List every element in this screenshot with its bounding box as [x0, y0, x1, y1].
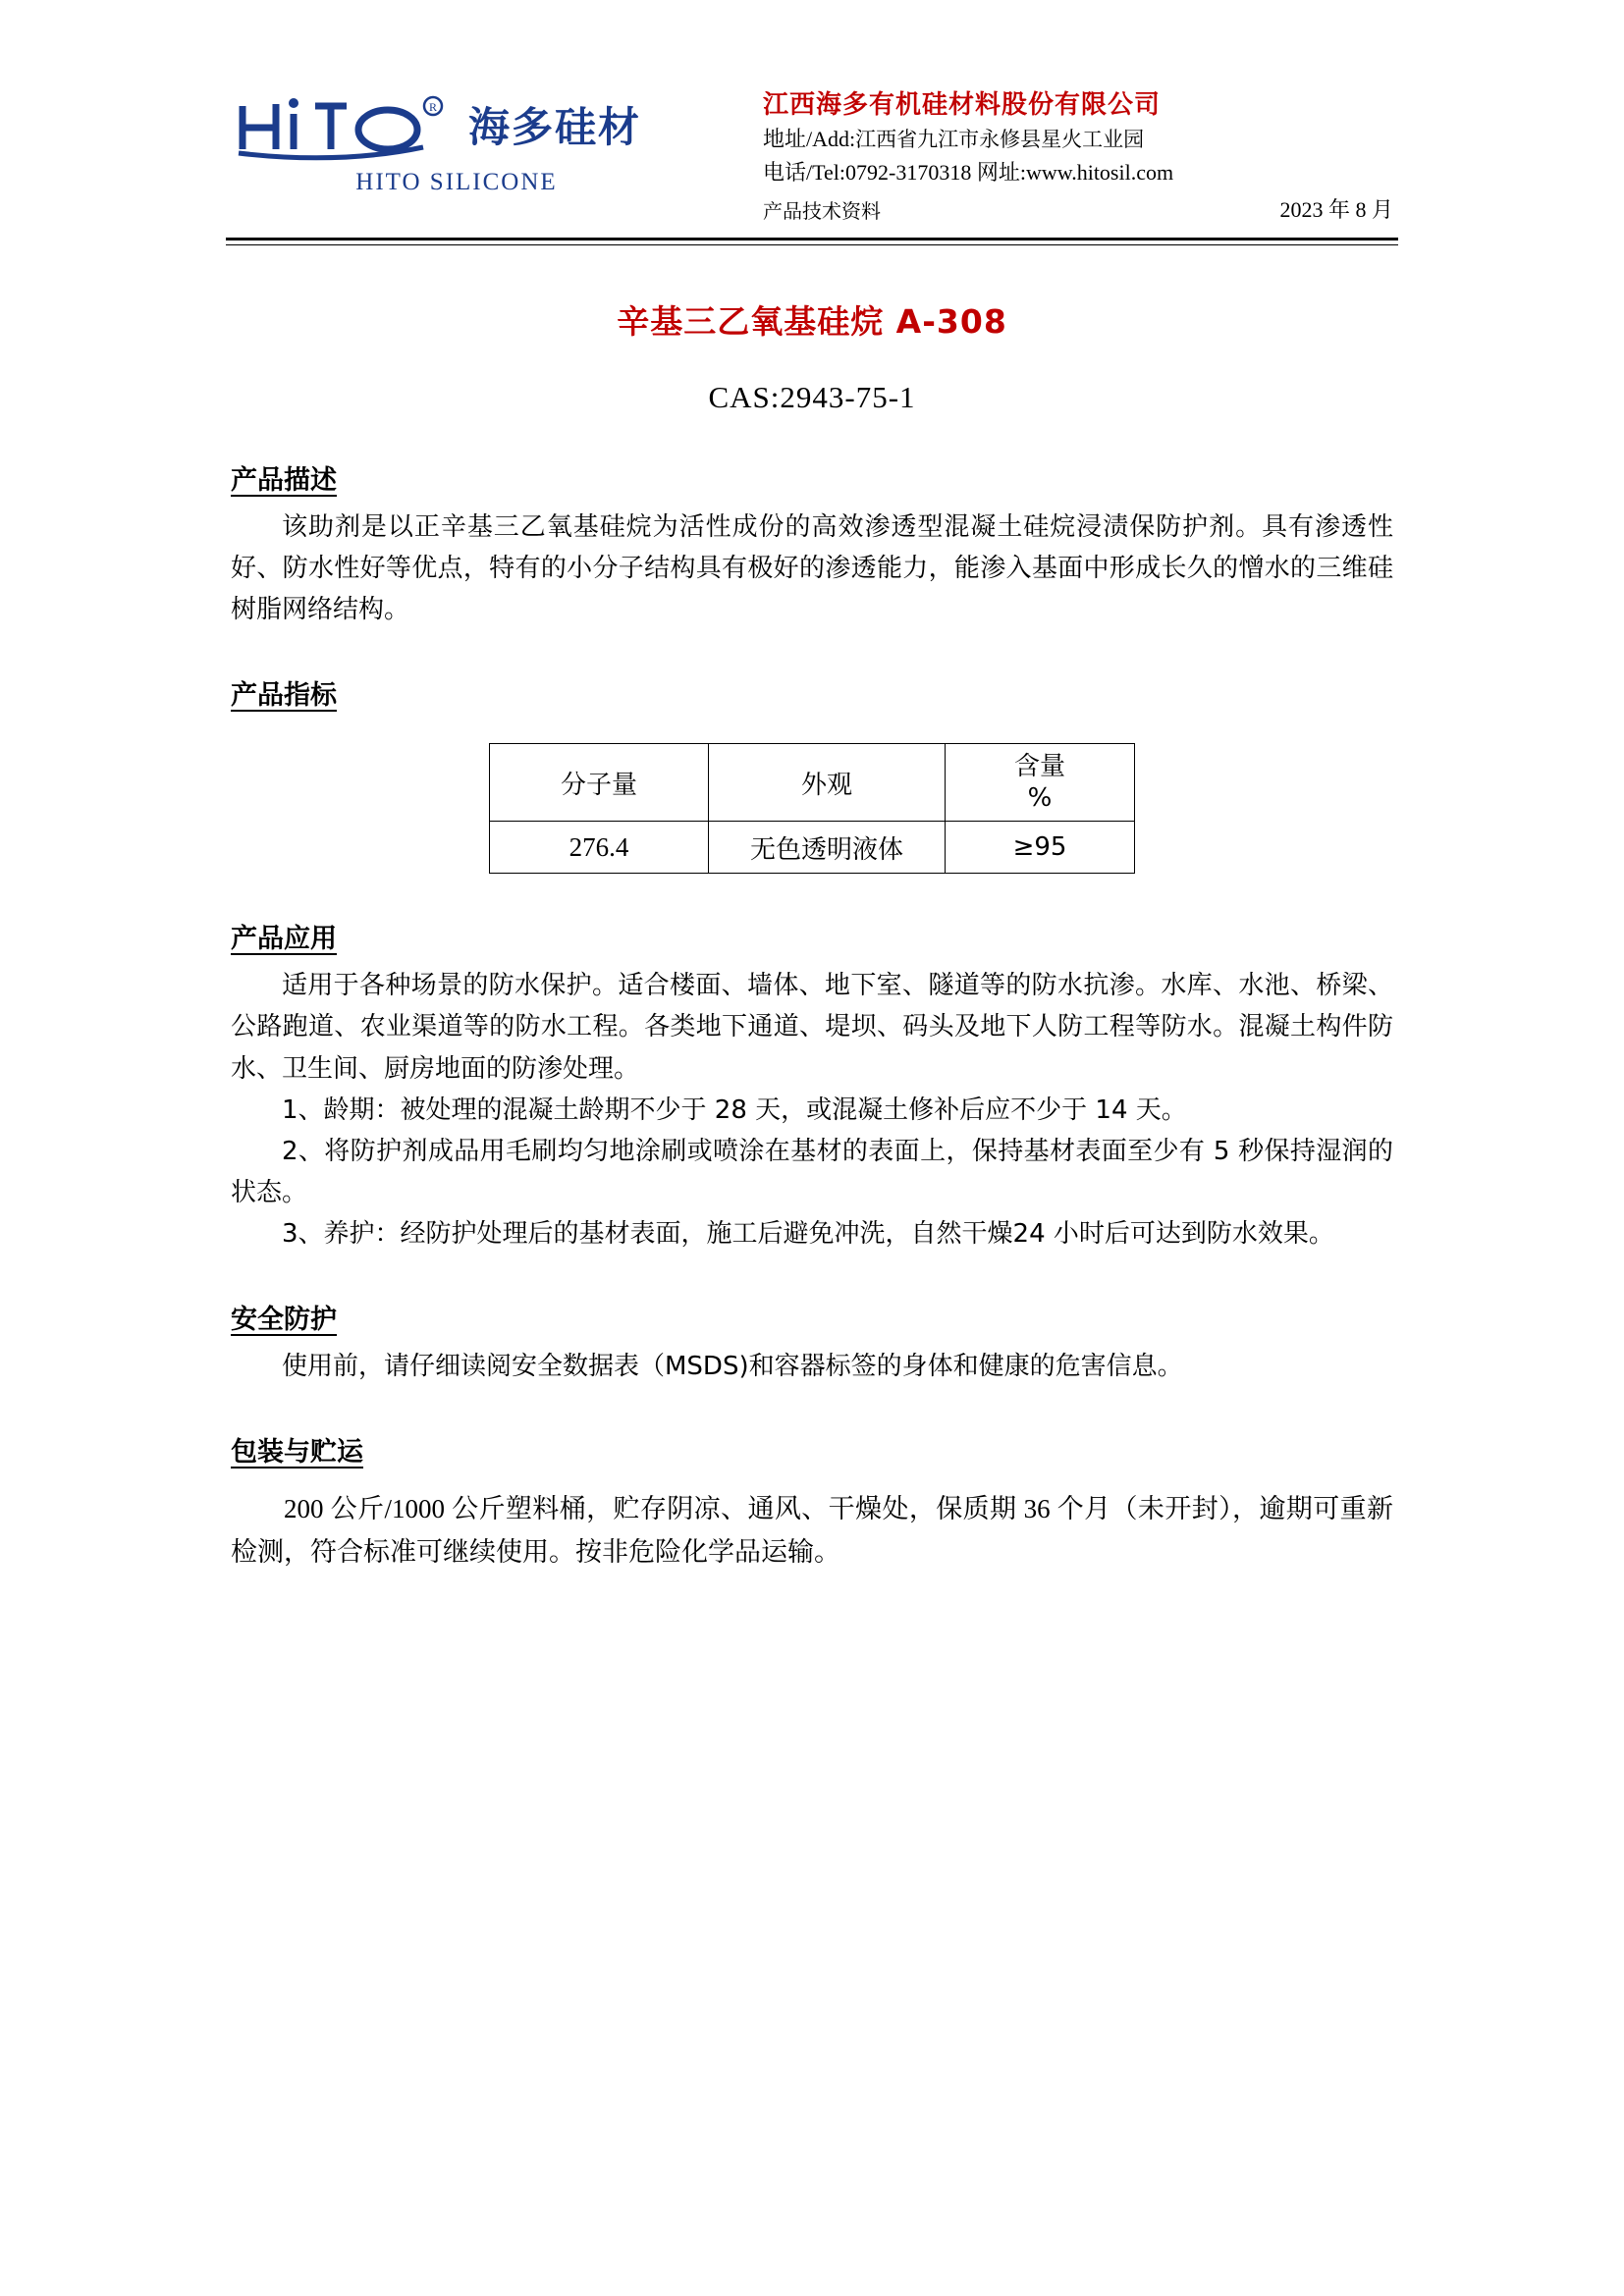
paragraph: 使用前，请仔细读阅安全数据表（MSDS)和容器标签的身体和健康的危害信息。	[282, 1352, 1183, 1382]
table-header-row	[490, 744, 1135, 822]
specs-table-wrapper	[231, 743, 1393, 874]
table-header-content	[946, 744, 1135, 822]
paragraph: 该助剂是以正辛基三乙氧基硅烷为活性成份的高效渗透型混凝土硅烷浸渍保防护剂。具有渗透性好、防水性好等优点，特有的小分子结构具有极好的渗透能力，能渗入基面中形成长久的憎水的三维硅树脂网络结构。	[231, 512, 1393, 625]
doc-type-label: 产品技术资料	[763, 199, 881, 224]
company-address	[763, 123, 1393, 156]
specs-table	[489, 743, 1135, 874]
paragraph: 适用于各种场景的防水保护。适合楼面、墙体、地下室、隧道等的防水抗渗。水库、水池、桥梁、公路跑道、农业渠道等的防水工程。各类地下通道、堤坝、码头及地下人防工程等防水。混凝土构件防水、卫生间、厨房地面的防渗处理。	[231, 971, 1393, 1084]
address-value: 江西省九江市永修县星火工业园	[855, 128, 1145, 152]
document-header	[231, 0, 1393, 234]
company-logo	[231, 86, 741, 196]
hito-logo-icon	[231, 92, 459, 163]
logo-company-cn: 海多硅材	[468, 103, 642, 151]
header-divider	[226, 238, 1398, 245]
web-value: www.hitosil.com	[1025, 160, 1174, 186]
section-body-description	[231, 507, 1393, 630]
table-header-content-line1: 含量	[1013, 751, 1065, 781]
paragraph: 3、养护：经防护处理后的基材表面，施工后避免冲洗，自然干燥24 小时后可达到防水效果。	[282, 1218, 1334, 1249]
section-heading-description: 产品描述	[231, 465, 337, 496]
section-body-packaging	[231, 1488, 1393, 1574]
table-header-molecular-weight: 分子量	[490, 744, 709, 822]
paragraph: 1、龄期：被处理的混凝土龄期不少于 28 天，或混凝土修补后应不少于 14 天。	[282, 1095, 1187, 1125]
cas-number: CAS:2943-75-1	[708, 380, 916, 414]
section-heading-applications: 产品应用	[231, 924, 337, 955]
page-title: 辛基三乙氧基硅烷 A-308	[617, 302, 1007, 341]
section-heading-packaging: 包装与贮运	[231, 1437, 363, 1468]
tel-value: 0792-3170318	[845, 160, 972, 186]
cell-appearance: 无色透明液体	[709, 822, 946, 874]
section-heading-safety: 安全防护	[231, 1305, 337, 1336]
tel-label: 电话/Tel:	[763, 160, 846, 186]
header-contact-block	[741, 86, 1393, 224]
web-label: 网址:	[976, 160, 1026, 186]
section-heading-specs: 产品指标	[231, 680, 337, 712]
spacer	[231, 1478, 1393, 1488]
doc-date: 2023 年 8 月	[1279, 197, 1393, 223]
company-tel-web	[763, 156, 1393, 189]
paragraph: 2、将防护剂成品用毛刷均匀地涂刷或喷涂在基材的表面上，保持基材表面至少有 5 秒保持湿润的状态。	[231, 1136, 1393, 1207]
logo-company-en: HITO SILICONE	[355, 169, 558, 195]
address-label: 地址/Add:	[763, 127, 856, 152]
svg-text:R: R	[428, 100, 438, 114]
section-body-applications	[231, 965, 1393, 1255]
header-footer-row	[763, 193, 1393, 224]
table-header-content-line2: %	[1027, 783, 1053, 814]
section-body-safety	[231, 1346, 1393, 1387]
cell-molecular-weight: 276.4	[490, 822, 709, 874]
table-row	[490, 822, 1135, 874]
cell-content: ≥95	[946, 822, 1135, 874]
paragraph: 200 公斤/1000 公斤塑料桶，贮存阴凉、通风、干燥处，保质期 36 个月（未开封），逾期可重新检测，符合标准可继续使用。按非危险化学品运输。	[231, 1494, 1393, 1567]
company-name: 江西海多有机硅材料股份有限公司	[763, 90, 1162, 120]
table-header-appearance: 外观	[709, 744, 946, 822]
